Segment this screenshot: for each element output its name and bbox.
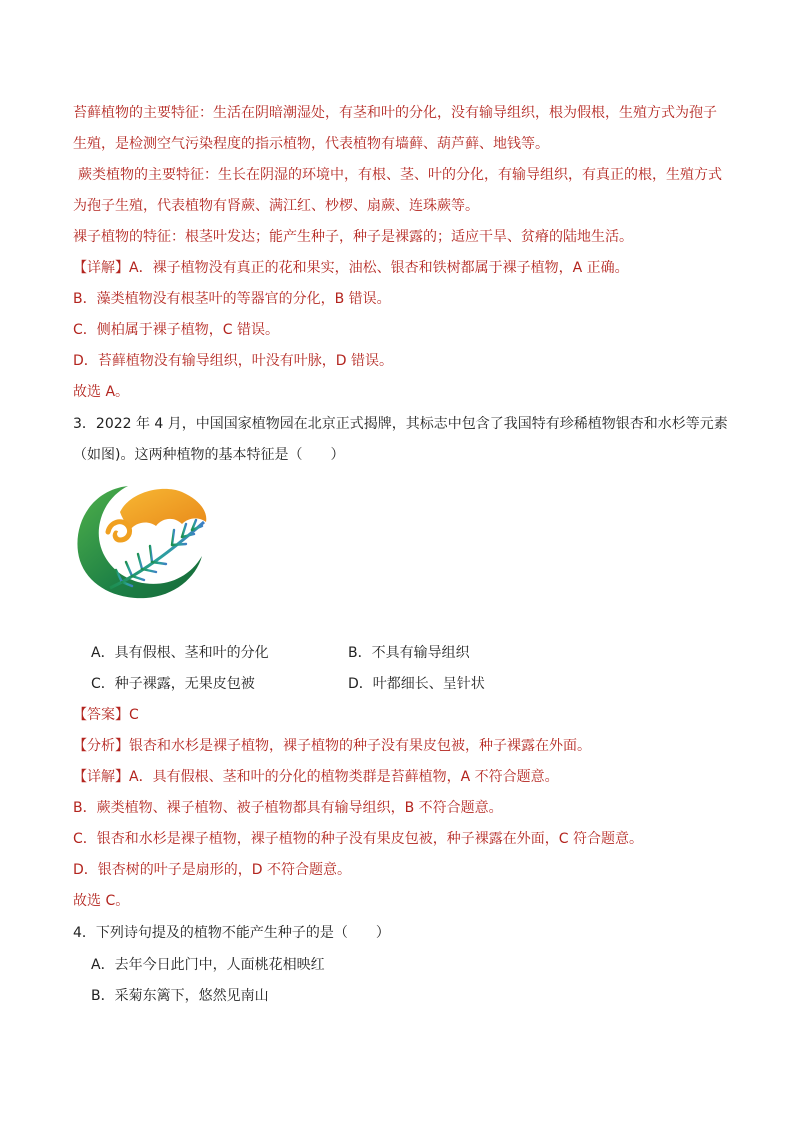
q3-option-b: B．不具有输导组织 [348, 645, 470, 661]
q3-answer: 【答案】C [73, 707, 139, 723]
fern-feature-line-1: 蕨类植物的主要特征：生长在阴湿的环境中，有根、茎、叶的分化，有输导组织，有真正的根，生殖方式 [78, 167, 722, 183]
gymnosperm-feature-line: 裸子植物的特征：根茎叶发达；能产生种子，种子是裸露的；适应干旱、贫瘠的陆地生活。 [73, 229, 633, 245]
q4-option-a: A．去年今日此门中，人面桃花相映红 [91, 957, 325, 973]
q3-stem-line-2: （如图)。这两种植物的基本特征是（ ） [73, 447, 345, 463]
q3-analysis: 【分析】银杏和水杉是裸子植物，裸子植物的种子没有果皮包被，种子裸露在外面。 [73, 738, 591, 754]
q2-choose: 故选 A。 [73, 384, 130, 400]
q3-choose: 故选 C。 [73, 893, 130, 909]
q3-detail-b: B．蕨类植物、裸子植物、被子植物都具有输导组织，B 不符合题意。 [73, 800, 503, 816]
q3-detail-a: 【详解】A．具有假根、茎和叶的分化的植物类群是苔藓植物，A 不符合题意。 [73, 769, 559, 785]
botanical-garden-logo-icon [70, 482, 222, 600]
fern-feature-line-2: 为孢子生殖，代表植物有肾蕨、满江红、杪椤、扇蕨、连珠蕨等。 [73, 198, 479, 214]
q4-stem: 4．下列诗句提及的植物不能产生种子的是（ ） [73, 925, 390, 941]
q3-detail-d: D．银杏树的叶子是扇形的，D 不符合题意。 [73, 862, 352, 878]
q3-stem-line-1: 3．2022 年 4 月，中国国家植物园在北京正式揭牌，其标志中包含了我国特有珍稀植物银杏和水杉等元素 [73, 416, 728, 432]
q3-option-c: C．种子裸露，无果皮包被 [91, 676, 255, 692]
moss-feature-line-2: 生殖，是检测空气污染程度的指示植物，代表植物有墙藓、葫芦藓、地钱等。 [73, 136, 549, 152]
q2-detail-d: D．苔藓植物没有输导组织，叶没有叶脉，D 错误。 [73, 353, 394, 369]
q3-option-a: A．具有假根、茎和叶的分化 [91, 645, 269, 661]
q2-detail-c: C．侧柏属于裸子植物，C 错误。 [73, 322, 280, 338]
moss-feature-line-1: 苔藓植物的主要特征：生活在阴暗潮湿处，有茎和叶的分化，没有输导组织，根为假根，生殖方式为孢子 [73, 105, 717, 121]
q2-detail-a: 【详解】A．裸子植物没有真正的花和果实，油松、银杏和铁树都属于裸子植物，A 正确。 [73, 260, 629, 276]
q4-option-b: B．采菊东篱下，悠然见南山 [91, 988, 269, 1004]
q2-detail-b: B．藻类植物没有根茎叶的等器官的分化，B 错误。 [73, 291, 391, 307]
q3-detail-c: C．银杏和水杉是裸子植物，裸子植物的种子没有果皮包被，种子裸露在外面，C 符合题意。 [73, 831, 643, 847]
q3-option-d: D．叶都细长、呈针状 [348, 676, 485, 692]
